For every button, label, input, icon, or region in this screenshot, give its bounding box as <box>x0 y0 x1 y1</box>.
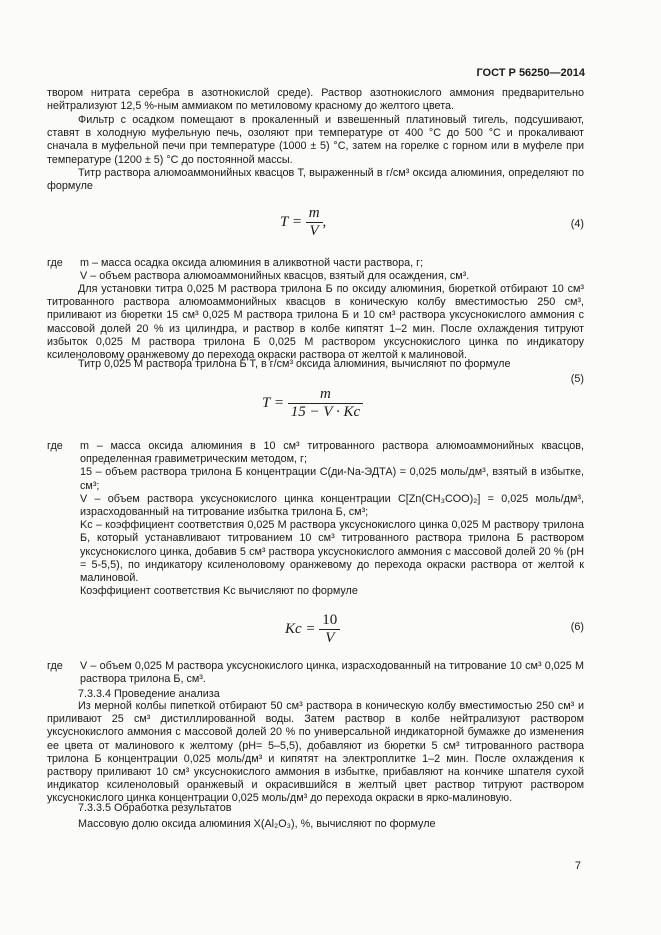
where-item: m – масса оксида алюминия в 10 см³ титрованного раствора алюмоаммонийных квасцов, определенная гравиметрическим методом, г; <box>80 440 584 466</box>
formula-6 <box>285 612 340 647</box>
formula-number: (6) <box>570 621 584 633</box>
formula-5 <box>262 386 363 421</box>
where-word: где <box>47 257 63 269</box>
where-item: V – объем 0,025 М раствора уксуснокислого цинка, израсходованный на титрование 10 см³ 0,025 М раствора трилона Б, см³. <box>80 660 584 686</box>
formula-number: (4) <box>570 218 584 230</box>
formula-lhs: T = <box>280 213 302 230</box>
formula-lhs: Kc = <box>285 620 316 637</box>
where-item: 15 – объем раствора трилона Б концентрации C(ди-Na-ЭДТА) = 0,025 моль/дм³, взятый в избытке, см³; <box>80 466 584 492</box>
page-number: 7 <box>574 860 581 872</box>
numerator: 10 <box>319 612 340 630</box>
where-item: Kc – коэффициент соответствия 0,025 М раствора уксуснокислого цинка 0,025 М раствору трилона Б, который устанавливают титрованием 10 см³ титрованного раствора трилона Б раствором уксуснокислого цинка, добавив 5 см³ раствора уксуснокислого аммония с массовой долей 20 % (рН = 5-5,5), по индикатору ксиленоловому оранжевому до перехода окраски раствора от желтой к малиновой. <box>80 519 584 585</box>
denominator: V <box>325 630 335 646</box>
where-item: m – масса осадка оксида алюминия в аликвотной части раствора, г; <box>80 257 424 269</box>
formula-lhs: T = <box>262 394 284 411</box>
section-heading: 7.3.3.4 Проведение анализа <box>78 688 220 700</box>
numerator: m <box>306 205 323 223</box>
document-header: ГОСТ Р 56250—2014 <box>476 67 585 79</box>
paragraph: Для установки титра 0,025 М раствора трилона Б по оксиду алюминия, бюреткой отбирают 10 см³ титрованного раствора алюмоаммонийных квасцов в коническую колбу вместимостью 250 см³, приливают из бюретки 15 см³ 0,025 М раствора трилона Б и 10 см³ раствора уксуснокислого аммония с массовой долей 20 % из цилиндра, и раствор в колбе кипятят 1–2 мин. После охлаждения титруют избыток 0,025 М раствора трилона Б 0,025 М раствором уксуснокислого цинка по индикатору ксиленоловому оранжевому до перехода окраски раствора от желтой к малиновой. <box>47 283 584 362</box>
where-item: V – объем раствора алюмоаммонийных квасцов, взятый для осаждения, см³. <box>80 270 470 283</box>
paragraph: Фильтр с осадком помещают в прокаленный и взвешенный платиновый тигель, подсушивают, ставят в холодную муфельную печь, озоляют при температуре от 400 °С до 500 °С и прокаливают сначала в муфельной печи при температуре (1000 ± 5) °С, затем на горелке с горном или в муфеле при температуре (1200 ± 5) °С до постоянной массы. <box>47 114 584 166</box>
where-item: Коэффициент соответствия Kc вычисляют по формуле <box>80 585 358 598</box>
paragraph: Титр 0,025 М раствора трилона Б T, в г/см³ оксида алюминия, вычисляют по формуле <box>78 358 511 370</box>
formula-4 <box>280 205 326 240</box>
denominator: 15 − V · Kc <box>290 404 361 420</box>
fraction <box>306 205 323 240</box>
where-block-4 <box>47 257 584 283</box>
fraction <box>288 386 363 421</box>
where-item: V – объем раствора уксуснокислого цинка концентрации C[Zn(CH₃COO)₂] = 0,025 моль/дм³, израсходованный на титрование избытка трилона Б, см³; <box>80 492 584 519</box>
paragraph: Из мерной колбы пипеткой отбирают 50 см³ раствора в коническую колбу вместимостью 250 см³ и приливают 25 см³ дистиллированной воды. Затем раствор в колбе нейтрализуют раствором уксуснокислого аммония с массовой долей 20 % по универсальной индикаторной бумажке до изменения ее цвета от малинового к желтому (рН= 5–5,5), добавляют из бюретки 5 см³ титрованного раствора трилона Б концентрации 0,025 моль/дм³ и кипятят на электроплитке 1–2 мин. После охлаждения к раствору приливают 10 см³ уксуснокислого аммония в избытке, прибавляют на кончике шпателя сухой индикатор ксиленоловый оранжевый и окрасившийся в желтый цвет раствор титруют раствором уксуснокислого цинка концентрации 0,025 моль/дм³ до перехода окраски в ярко-малиновую. <box>47 700 584 805</box>
denominator: V <box>309 223 319 239</box>
paragraph: Массовую долю оксида алюминия X(Al₂O₃), %, вычисляют по формуле <box>78 818 436 830</box>
where-word: где <box>47 440 63 452</box>
where-block-6 <box>47 660 584 686</box>
section-heading: 7.3.3.5 Обработка результатов <box>78 802 232 814</box>
where-block-5 <box>47 440 584 598</box>
where-word: где <box>47 660 63 672</box>
fraction <box>319 612 340 647</box>
formula-tail: , <box>322 213 327 230</box>
numerator: m <box>288 386 363 404</box>
paragraph: Титр раствора алюмоаммонийных квасцов T, выраженный в г/см³ оксида алюминия, определяют по формуле <box>47 167 584 193</box>
paragraph: твором нитрата серебра в азотнокислой среде). Раствор азотнокислого аммония предварительно нейтрализуют 12,5 %-ным аммиаком по метиловому красному до желтого цвета. <box>47 87 584 113</box>
formula-number: (5) <box>570 373 584 385</box>
